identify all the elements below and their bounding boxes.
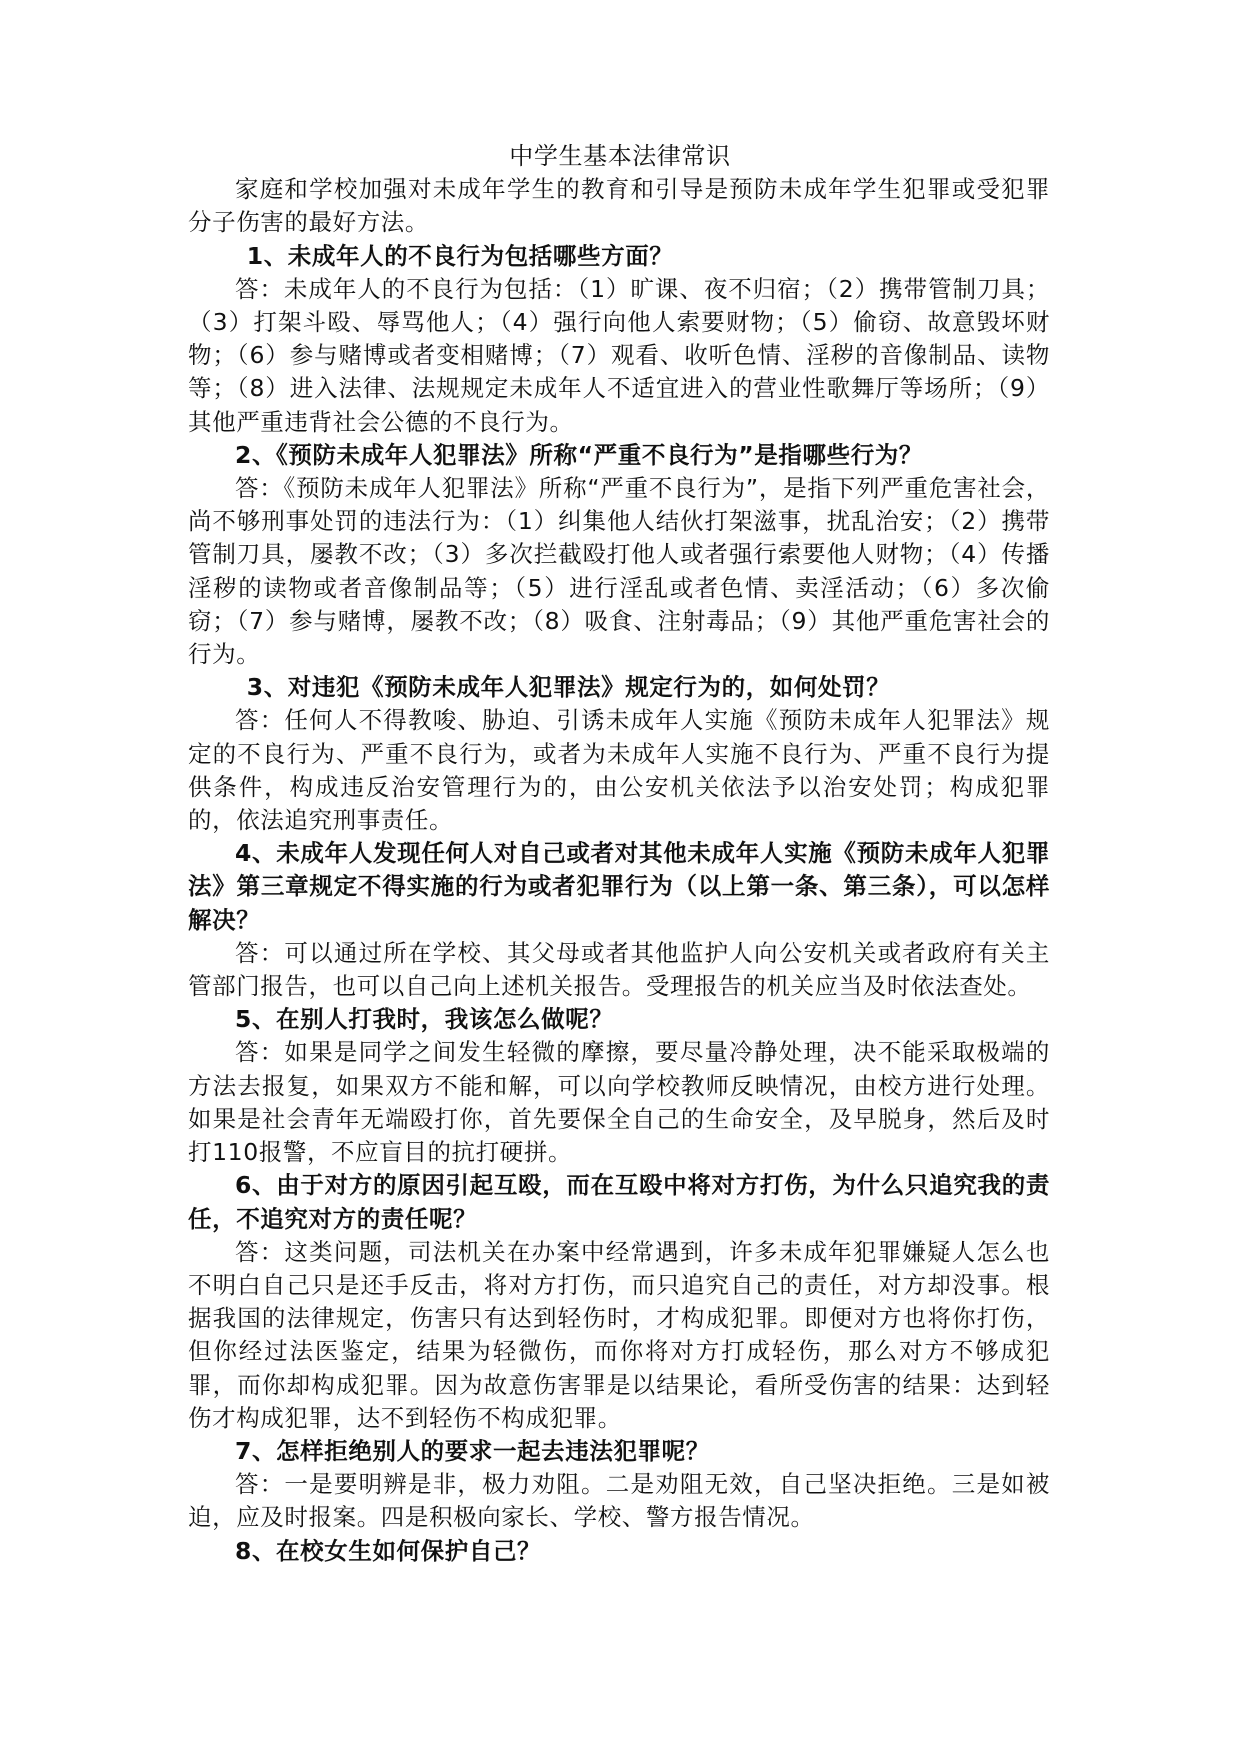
- question-8: 8、在校女生如何保护自己？: [235, 1536, 542, 1565]
- answer-5: 答：如果是同学之间发生轻微的摩擦，要尽量冷静处理，决不能采取极端的方法去报复，如果双方不能和解，可以向学校教师反映情况，由校方进行处理。如果是社会青年无端殴打你，首先要保全自己的生命安全，及早脱身，然后及时打110报警，不应盲目的抗打硬拼。: [188, 1038, 1050, 1167]
- question-6: 6、由于对方的原因引起互殴，而在互殴中将对方打伤，为什么只追究我的责任，不追究对方的责任呢？: [188, 1171, 1050, 1233]
- document-title: 中学生基本法律常识: [509, 142, 731, 170]
- answer-1: 答：未成年人的不良行为包括：（1）旷课、夜不归宿；（2）携带管制刀具；（3）打架斗殴、辱骂他人；（4）强行向他人索要财物；（5）偷窃、故意毁坏财物；（6）参与赌博或者变相赌博；（7）观看、收听色情、淫秽的音像制品、读物等；（8）进入法律、法规规定未成年人不适宜进入的营业性歌舞厅等场所；（9）其他严重违背社会公德的不良行为。: [188, 274, 1050, 436]
- question-7: 7、怎样拒绝别人的要求一起去违法犯罪呢？: [235, 1436, 710, 1465]
- question-1: 1、未成年人的不良行为包括哪些方面？: [246, 241, 674, 270]
- answer-3: 答：任何人不得教唆、胁迫、引诱未成年人实施《预防未成年人犯罪法》规定的不良行为、严重不良行为，或者为未成年人实施不良行为、严重不良行为提供条件，构成违反治安管理行为的，由公安机关依法予以治安处罚；构成犯罪的，依法追究刑事责任。: [188, 706, 1050, 835]
- question-4: 4、未成年人发现任何人对自己或者对其他未成年人实施《预防未成年人犯罪法》第三章规定不得实施的行为或者犯罪行为（以上第一条、第三条），可以怎样解决？: [188, 839, 1050, 934]
- answer-2: 答：《预防未成年人犯罪法》所称“严重不良行为”，是指下列严重危害社会，尚不够刑事处罚的违法行为：（1）纠集他人结伙打架滋事，扰乱治安；（2）携带管制刀具，屡教不改；（3）多次拦截殴打他人或者强行索要他人财物；（4）传播淫秽的读物或者音像制品等；（5）进行淫乱或者色情、卖淫活动；（6）多次偷窃；（7）参与赌博，屡教不改；（8）吸食、注射毒品；（9）其他严重危害社会的行为。: [188, 474, 1050, 669]
- answer-4: 答：可以通过所在学校、其父母或者其他监护人向公安机关或者政府有关主管部门报告，也可以自己向上述机关报告。受理报告的机关应当及时依法查处。: [188, 938, 1050, 1001]
- document-body: [188, 140, 1050, 1568]
- answer-7: 答：一是要明辨是非，极力劝阻。二是劝阻无效，自己坚决拒绝。三是如被迫，应及时报案。四是积极向家长、学校、警方报告情况。: [188, 1470, 1050, 1532]
- answer-6: 答：这类问题，司法机关在办案中经常遇到，许多未成年犯罪嫌疑人怎么也不明白自己只是还手反击，将对方打伤，而只追究自己的责任，对方却没事。根据我国的法律规定，伤害只有达到轻伤时，才构成犯罪。即便对方也将你打伤，但你经过法医鉴定，结果为轻微伤，而你将对方打成轻伤，那么对方不够成犯罪，而你却构成犯罪。因为故意伤害罪是以结果论，看所受伤害的结果：达到轻伤才构成犯罪，达不到轻伤不构成犯罪。: [188, 1237, 1050, 1432]
- question-3: 3、对违犯《预防未成年人犯罪法》规定行为的，如何处罚？: [246, 673, 891, 702]
- question-2: 2、《预防未成年人犯罪法》所称“严重不良行为”是指哪些行为？: [235, 440, 923, 469]
- question-5: 5、在别人打我时，我该怎么做呢？: [235, 1005, 614, 1034]
- intro-paragraph: 家庭和学校加强对未成年学生的教育和引导是预防未成年学生犯罪或受犯罪分子伤害的最好方法。: [188, 175, 1050, 237]
